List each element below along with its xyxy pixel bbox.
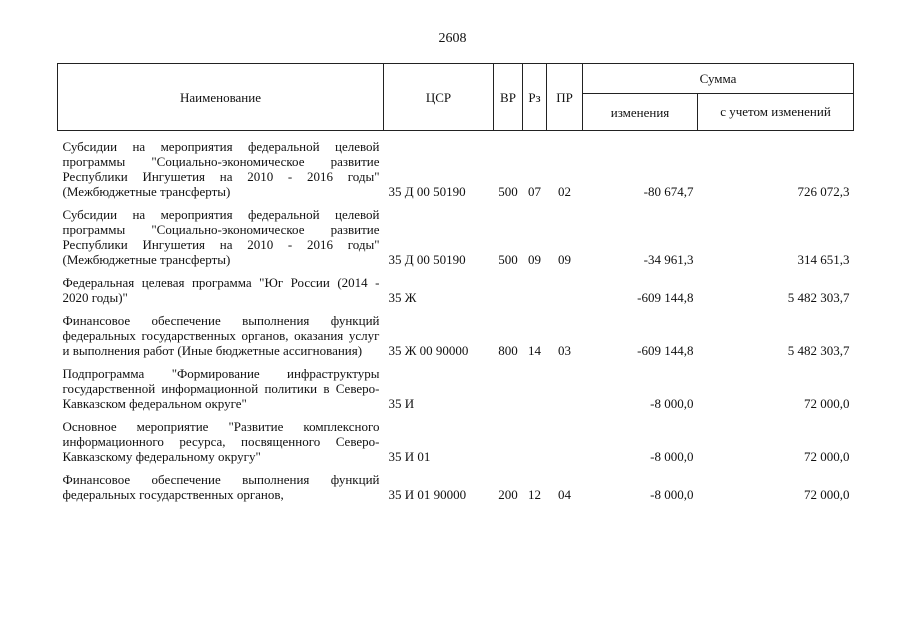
- row-rz: 12: [528, 487, 541, 502]
- row-name: Федеральная целевая программа "Юг России (2014 - 2020 годы)": [62, 275, 380, 305]
- row-pr: 02: [558, 184, 571, 199]
- row-csr: 35 Ж: [388, 290, 417, 305]
- header-vr: ВР: [494, 64, 523, 131]
- header-sum: Сумма: [583, 64, 854, 94]
- row-name: Подпрограмма "Формирование инфраструктуры государственной информационной политики в Северо-Кавказском федеральном округе": [62, 366, 380, 411]
- row-total: 72 000,0: [804, 487, 850, 502]
- header-rz: Рз: [523, 64, 547, 131]
- row-pr: 04: [558, 487, 571, 502]
- table-row: [58, 464, 854, 502]
- row-vr: 800: [498, 343, 518, 358]
- row-change: -8 000,0: [650, 487, 694, 502]
- row-csr: 35 Ж 00 90000: [388, 343, 469, 358]
- table-row: [58, 305, 854, 358]
- header-pr: ПР: [547, 64, 583, 131]
- row-rz: [523, 411, 547, 464]
- row-vr: [494, 411, 523, 464]
- header-sum-total: с учетом изменений: [698, 94, 854, 131]
- row-pr: [547, 411, 583, 464]
- row-vr: [494, 267, 523, 305]
- row-total: 314 651,3: [797, 252, 850, 267]
- header-sum-change: изменения: [583, 94, 698, 131]
- row-name: Основное мероприятие "Развитие комплексного информационного ресурса, посвященного Северо-Кавказскому федеральному округу": [62, 419, 380, 464]
- row-csr: 35 Д 00 50190: [388, 184, 466, 199]
- row-csr: 35 И: [388, 396, 415, 411]
- row-name: Субсидии на мероприятия федеральной целевой программы "Социально-экономическое развитие Республики Ингушетия на 2010 - 2016 годы" (Межбюджетные трансферты): [62, 139, 380, 199]
- row-vr: [494, 358, 523, 411]
- table-row: [58, 267, 854, 305]
- row-change: -609 144,8: [637, 343, 694, 358]
- row-name: Финансовое обеспечение выполнения функций федеральных государственных органов,: [62, 472, 380, 502]
- row-change: -34 961,3: [643, 252, 694, 267]
- row-rz: 09: [528, 252, 541, 267]
- row-rz: 14: [528, 343, 541, 358]
- table-row: [58, 199, 854, 267]
- row-name: Субсидии на мероприятия федеральной целевой программы "Социально-экономическое развитие Республики Ингушетия на 2010 - 2016 годы" (Межбюджетные трансферты): [62, 207, 380, 267]
- row-csr: 35 Д 00 50190: [388, 252, 466, 267]
- table-row: [58, 411, 854, 464]
- row-vr: 200: [498, 487, 518, 502]
- row-pr: [547, 267, 583, 305]
- table-row: [58, 358, 854, 411]
- row-total: 5 482 303,7: [787, 290, 850, 305]
- row-name: Финансовое обеспечение выполнения функций федеральных государственных органов, оказания услуг и выполнения работ (Иные бюджетные ассигнования): [62, 313, 380, 358]
- row-pr: 03: [558, 343, 571, 358]
- row-csr: 35 И 01: [388, 449, 431, 464]
- header-name: Наименование: [58, 64, 384, 131]
- budget-table: [57, 63, 854, 502]
- row-rz: [523, 358, 547, 411]
- row-pr: [547, 358, 583, 411]
- row-vr: 500: [498, 184, 518, 199]
- row-total: 726 072,3: [797, 184, 850, 199]
- table-body: [58, 131, 854, 503]
- row-change: -609 144,8: [637, 290, 694, 305]
- row-change: -8 000,0: [650, 396, 694, 411]
- row-total: 72 000,0: [804, 396, 850, 411]
- row-total: 5 482 303,7: [787, 343, 850, 358]
- table-row: [58, 131, 854, 200]
- row-pr: 09: [558, 252, 571, 267]
- table-header-row: [58, 64, 854, 94]
- row-vr: 500: [498, 252, 518, 267]
- row-change: -80 674,7: [643, 184, 694, 199]
- page-number: 2608: [438, 31, 467, 46]
- row-change: -8 000,0: [650, 449, 694, 464]
- row-total: 72 000,0: [804, 449, 850, 464]
- header-csr: ЦСР: [384, 64, 494, 131]
- row-csr: 35 И 01 90000: [388, 487, 467, 502]
- row-rz: 07: [528, 184, 541, 199]
- row-rz: [523, 267, 547, 305]
